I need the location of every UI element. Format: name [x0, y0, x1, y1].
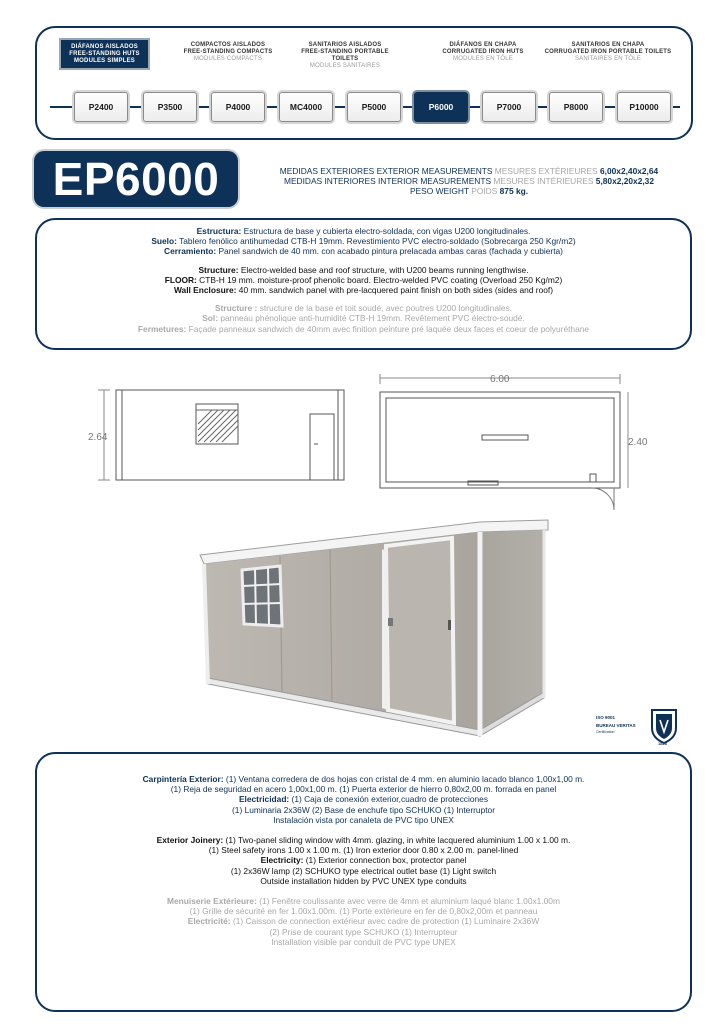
measurements-block: [240, 166, 698, 196]
spec-text: Outside installation hidden by PVC UNEX type conduits: [260, 875, 467, 886]
label-en: INTERIOR MEASUREMENTS: [377, 176, 492, 186]
spec-line: [37, 324, 690, 334]
window-render: [242, 566, 282, 626]
height-dimension: 2.64: [88, 432, 108, 443]
spec-label: Structure :: [214, 303, 258, 314]
spec-text: (2) Prise de courant type SCHUKO (1) Interrupteur: [269, 926, 458, 937]
lamp-symbol: [482, 435, 528, 440]
spec-line: [37, 906, 690, 916]
category-label-en: CORRUGATED IRON HUTS: [442, 49, 524, 55]
category-label-fr: MODULES EN TÔLE: [453, 56, 513, 62]
label-fr: MESURES INTÉRIEURES: [493, 176, 594, 186]
category-label-es: DIÁFANOS EN CHAPA: [449, 42, 517, 48]
door-drawing: [310, 414, 334, 480]
spec-text: (1) Exterior connection box, protector panel: [303, 855, 467, 866]
category-label-en: FREE-STANDING HUTS: [69, 51, 140, 57]
spec-text: (1) Luminaria 2x36W (2) Base de enchufe tipo SCHUKO (1) Interruptor: [232, 804, 495, 815]
spec-line: [37, 805, 690, 815]
spec-text: (1) Steel safety irons 1.00 x 1.00 m. (1) Iron exterior door 0.80 x 2.00 m. panel-lined: [208, 845, 519, 856]
spec-text: (1) Fenêtre coulissante avec verre de 4mm et aluminium laqué blanc 1.00x1.00m: [256, 896, 560, 907]
spec-text: Panel sandwich de 40 mm. con acabado pintura prelacada ambas caras (fachada y cubierta): [216, 246, 563, 257]
spec-line: [37, 303, 690, 313]
structure-spec-box: [35, 218, 692, 350]
spec-line: [37, 866, 690, 876]
spec-line: [37, 236, 690, 246]
spec-line: [37, 927, 690, 937]
certification-badge: [594, 704, 686, 746]
category-label-es: SANITARIOS EN CHAPA: [571, 42, 645, 48]
length-dimension: 6.00: [490, 374, 510, 385]
spec-label: Menuiserie Extérieure:: [167, 896, 257, 907]
interior-value: 5,80x2,20x2,32: [595, 176, 654, 186]
category-tab-compacts[interactable]: [173, 42, 283, 63]
category-label-fr: SANITAIRES EN TÔLE: [574, 56, 642, 62]
label-es: MEDIDAS INTERIORES: [283, 176, 376, 186]
product-title: EP6000: [34, 151, 238, 207]
exterior-value: 6,00x2,40x2,64: [599, 166, 659, 176]
joinery-spec-fr: [37, 896, 690, 947]
spec-line: [37, 876, 690, 886]
weight-value: 875 kg.: [499, 186, 529, 196]
joinery-spec-box: [35, 752, 692, 1012]
spec-text: (1) Reja de seguridad en acero 1,00x1,00 m. (1) Puerta exterior de hierro 0,80x2,00 m. forrada en panel: [170, 784, 557, 795]
cert-caption: Certification: [596, 730, 615, 734]
label-es: PESO: [409, 186, 434, 196]
joinery-spec-es: [37, 774, 690, 825]
spec-label: Estructura:: [196, 226, 242, 236]
category-tab-portable-toilets[interactable]: [290, 42, 400, 70]
spec-text: Electro-welded base and roof structure, with U200 beams running lengthwise.: [238, 264, 529, 275]
spec-line: [37, 246, 690, 256]
cert-standard: ISO 9001: [596, 715, 616, 720]
spec-text: Instalación vista por canaleta de PVC tipo UNEX: [273, 814, 454, 825]
spec-line: [37, 774, 690, 784]
spec-text: panneau phénolique anti-humidité CTB-H 19mm. Revêtement PVC électro-soudé.: [218, 313, 525, 324]
spec-label: Electricidad:: [238, 794, 290, 805]
category-label-fr: MODULES SANITAIRES: [309, 63, 381, 69]
category-label-en: CORRUGATED IRON PORTABLE TOILETS: [544, 49, 672, 55]
label-en: EXTERIOR MEASUREMENTS: [376, 166, 493, 176]
spec-text: Tablero fenólico antihumedad CTB-H 19mm. Revestimiento PVC electro-soldado (Sobrecarga 250 Kgr/m2): [176, 236, 576, 247]
spec-label: Electricité:: [187, 916, 231, 927]
model-button-p4000[interactable]: P4000: [211, 92, 265, 122]
model-button-mc4000[interactable]: MC4000: [279, 92, 333, 122]
spec-line: [37, 835, 690, 845]
label-fr: MESURES EXTÉRIEURES: [494, 166, 598, 176]
spec-line: [37, 845, 690, 855]
interior-measurements: [240, 176, 698, 186]
spec-text: (1) Two-panel sliding window with 4mm. glazing, in white lacquered aluminium 1.00 x 1.00 m.: [223, 835, 571, 846]
structure-spec-en: [37, 265, 690, 296]
spec-line: [37, 275, 690, 285]
bureau-veritas-logo: [652, 710, 676, 746]
category-label-es: DIÁFANOS AISLADOS: [71, 44, 138, 50]
spec-line: [37, 855, 690, 865]
category-label-en: FREE-STANDING COMPACTS: [183, 49, 273, 55]
cert-body: BUREAU VERITAS: [596, 723, 636, 728]
category-label-fr: MODULES COMPACTS: [193, 56, 263, 62]
floor-plan-drawing: [370, 370, 670, 520]
category-label-es: COMPACTOS AISLADOS: [190, 42, 266, 48]
joinery-spec-en: [37, 835, 690, 886]
label-es: MEDIDAS EXTERIORES: [279, 166, 375, 176]
spec-line: [37, 784, 690, 794]
category-label-en: FREE-STANDING PORTABLE TOILETS: [301, 49, 389, 62]
category-tab-free-standing-huts[interactable]: [59, 38, 150, 70]
spec-label: Exterior Joinery:: [156, 835, 224, 846]
structure-spec-es: [37, 226, 690, 257]
spec-label: Sol:: [202, 313, 219, 324]
spec-line: [37, 815, 690, 825]
door-render: [386, 538, 454, 723]
cert-year: 1828: [658, 741, 667, 746]
spec-text: (1) Grille de sécurité en fer 1.00x1.00m. (1) Porte extérieure en fer de 0,80x2,00m et panneau: [189, 906, 538, 917]
spec-label: Cerramiento:: [164, 246, 217, 257]
spec-line: [37, 313, 690, 323]
spec-line: [37, 265, 690, 275]
category-label-es: SANITARIOS AISLADOS: [308, 42, 382, 48]
weight: [240, 186, 698, 196]
label-en: WEIGHT: [435, 186, 469, 196]
spec-line: [37, 896, 690, 906]
spec-line: [37, 916, 690, 926]
model-button-p2400[interactable]: P2400: [74, 92, 128, 122]
spec-text: Façade panneaux sandwich de 40mm avec finition peinture pré laquée deux faces et coeur de polyuréthane: [186, 323, 590, 334]
spec-line: [37, 937, 690, 947]
spec-label: Structure:: [198, 264, 239, 275]
spec-label: Wall Enclosure:: [173, 285, 237, 296]
category-tab-corrugated-toilets[interactable]: [540, 42, 676, 63]
spec-label: Electricity:: [260, 855, 304, 866]
model-button-p3500[interactable]: P3500: [143, 92, 197, 122]
exterior-measurements: [240, 166, 698, 176]
spec-text: structure de la base et toit soudé, avec poutres U200 longitudinales.: [257, 303, 513, 314]
spec-line: [37, 285, 690, 295]
model-button-p10000[interactable]: P10000: [617, 92, 671, 122]
spec-text: Estructura de base y cubierta electro-soldada, con vigas U200 longitudinales.: [241, 226, 531, 236]
spec-line: [37, 226, 690, 236]
spec-label: Fermetures:: [137, 323, 187, 334]
container-render: [190, 500, 562, 740]
structure-spec-fr: [37, 303, 690, 334]
width-dimension: 2.40: [628, 437, 648, 448]
category-tab-corrugated-huts[interactable]: [428, 42, 538, 63]
model-button-p6000[interactable]: P6000: [414, 92, 468, 122]
spec-text: Installation visible par conduit de PVC type UNEX: [271, 936, 456, 947]
spec-line: [37, 794, 690, 804]
model-button-p7000[interactable]: P7000: [482, 92, 536, 122]
spec-label: FLOOR:: [164, 274, 197, 285]
category-label-fr: MODULES SIMPLES: [73, 58, 135, 64]
spec-text: 40 mm. sandwich panel with pre-lacquered paint finish on both sides (sides and roof): [236, 285, 554, 296]
label-fr: POIDS: [471, 186, 498, 196]
spec-text: (1) Caja de conexión exterior,cuadro de protecciones: [289, 794, 489, 805]
spec-text: (1) 2x36W lamp (2) SCHUKO type electrical outlet base (1) Light switch: [230, 865, 497, 876]
spec-text: (1) Caisson de connection extérieur avec cadre de protection (1) Luminaire 2x36W: [230, 916, 540, 927]
model-button-p8000[interactable]: P8000: [549, 92, 603, 122]
spec-label: Suelo:: [151, 236, 177, 247]
elevation-drawing: [88, 374, 348, 486]
spec-label: Carpintería Exterior:: [142, 774, 224, 784]
model-button-p5000[interactable]: P5000: [347, 92, 401, 122]
spec-text: CTB-H 19 mm. moisture-proof phenolic board. Electro-welded PVC coating (Overload 250 Kg/m2): [196, 274, 563, 285]
spec-text: (1) Ventana corredera de dos hojas con cristal de 4 mm. en aluminio lacado blanco 1,00x1,00 m.: [223, 774, 585, 784]
